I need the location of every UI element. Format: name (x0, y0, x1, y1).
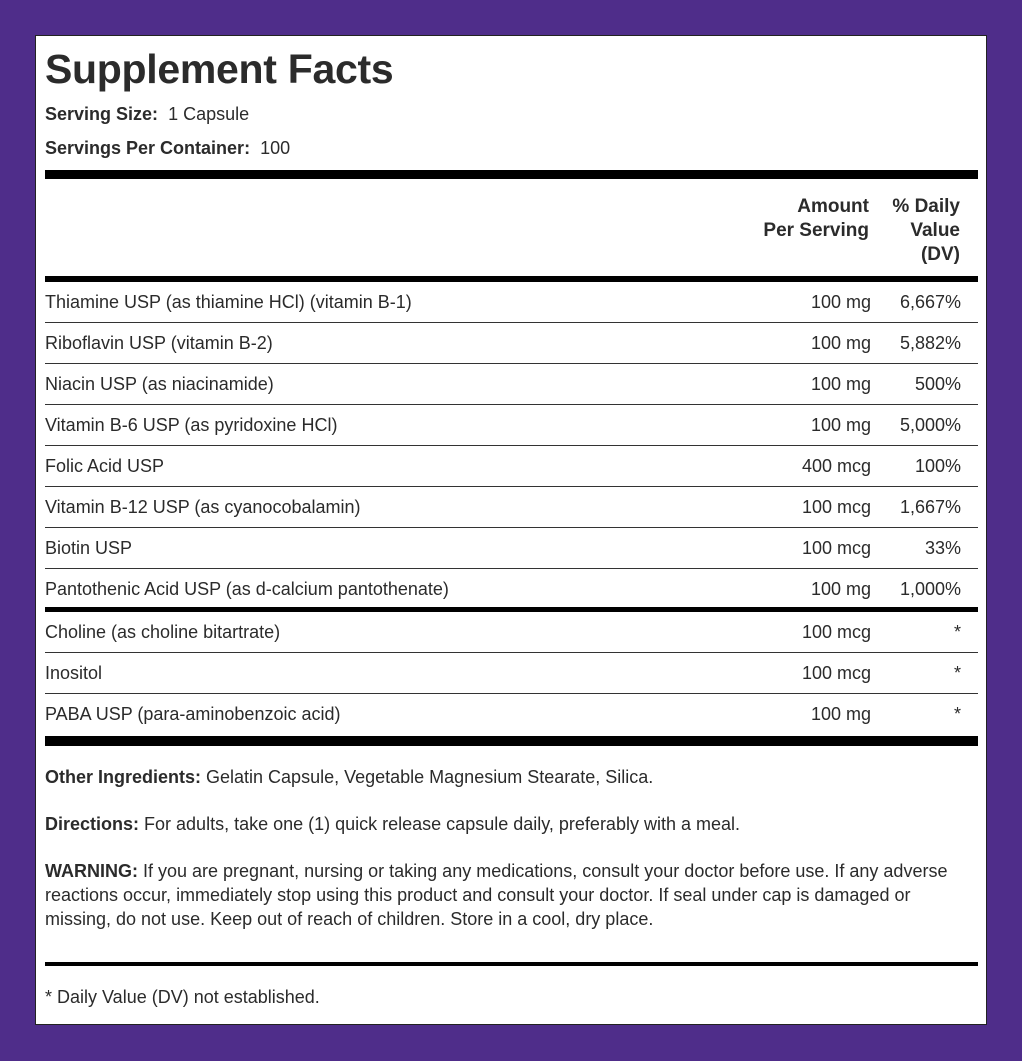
nutrient-amount: 100 mcg (801, 663, 871, 683)
supplement-facts-panel (35, 35, 987, 1025)
nutrient-amount: 100 mg (810, 374, 871, 394)
table-row (45, 569, 978, 610)
serving-size-value: 1 Capsule (168, 104, 250, 124)
nutrient-amount: 100 mcg (801, 622, 871, 642)
table-row (45, 612, 978, 653)
nutrient-daily-value: 5,000% (899, 415, 961, 435)
nutrient-name: Vitamin B-12 USP (as cyanocobalamin) (45, 497, 361, 517)
nutrient-daily-value: * (953, 704, 961, 724)
nutrient-amount: 100 mg (810, 704, 871, 724)
nutrient-name: Niacin USP (as niacinamide) (45, 374, 274, 394)
nutrient-name: Vitamin B-6 USP (as pyridoxine HCl) (45, 415, 338, 435)
table-row (45, 528, 978, 569)
table-row (45, 282, 978, 323)
table-row (45, 405, 978, 446)
divider-thick (45, 607, 978, 612)
table-row (45, 446, 978, 487)
dv-header: % Daily Value (DV) (892, 196, 960, 265)
nutrient-daily-value: 5,882% (899, 333, 961, 353)
nutrient-name: Biotin USP (45, 538, 133, 558)
nutrient-name: PABA USP (para-aminobenzoic acid) (45, 704, 341, 724)
nutrient-daily-value: 1,000% (899, 579, 961, 599)
nutrient-daily-value: 33% (924, 538, 961, 558)
nutrient-amount: 100 mcg (801, 497, 871, 517)
divider-thick (45, 170, 978, 179)
table-row (45, 487, 978, 528)
other-ingredients: Other Ingredients: Gelatin Capsule, Vegetable Magnesium Stearate, Silica. (45, 767, 654, 787)
nutrient-name: Pantothenic Acid USP (as d-calcium pantothenate) (45, 579, 449, 599)
servings-label: Servings Per Container: (45, 138, 251, 158)
amount-header: Amount Per Serving (763, 196, 869, 241)
nutrient-amount: 100 mg (810, 579, 871, 599)
table-row (45, 694, 978, 735)
footnote: * Daily Value (DV) not established. (45, 987, 320, 1007)
servings-value: 100 (260, 138, 291, 158)
table-row (45, 653, 978, 694)
nutrient-name: Choline (as choline bitartrate) (45, 622, 281, 642)
panel-title: Supplement Facts (45, 46, 394, 92)
nutrient-daily-value: * (953, 663, 961, 683)
nutrient-name: Inositol (45, 663, 103, 683)
nutrient-daily-value: 6,667% (899, 292, 961, 312)
warning: WARNING: If you are pregnant, nursing or taking any medications, consult your doctor before use. If any adverse reactions occur, immediately stop using this product and consult your doctor. If seal under cap is damaged or missing, do not use. Keep out of reach of children. Store in a cool, dry place. (45, 861, 948, 929)
serving-size (45, 104, 249, 125)
nutrient-daily-value: 500% (914, 374, 961, 394)
servings-per-container (45, 138, 290, 159)
table-row (45, 364, 978, 405)
nutrient-name: Riboflavin USP (vitamin B-2) (45, 333, 273, 353)
nutrient-amount: 100 mcg (801, 538, 871, 558)
table-row (45, 323, 978, 364)
directions: Directions: For adults, take one (1) quick release capsule daily, preferably with a meal. (45, 814, 740, 834)
nutrient-amount: 100 mg (810, 292, 871, 312)
nutrient-name: Folic Acid USP (45, 456, 165, 476)
nutrient-name: Thiamine USP (as thiamine HCl) (vitamin B-1) (45, 292, 412, 312)
divider-thick (45, 736, 978, 746)
divider (45, 962, 978, 966)
nutrient-amount: 100 mg (810, 333, 871, 353)
nutrient-daily-value: 1,667% (899, 497, 961, 517)
nutrient-daily-value: * (953, 622, 961, 642)
nutrient-amount: 400 mcg (801, 456, 871, 476)
serving-size-label: Serving Size: (45, 104, 159, 124)
nutrient-daily-value: 100% (914, 456, 961, 476)
nutrient-amount: 100 mg (810, 415, 871, 435)
